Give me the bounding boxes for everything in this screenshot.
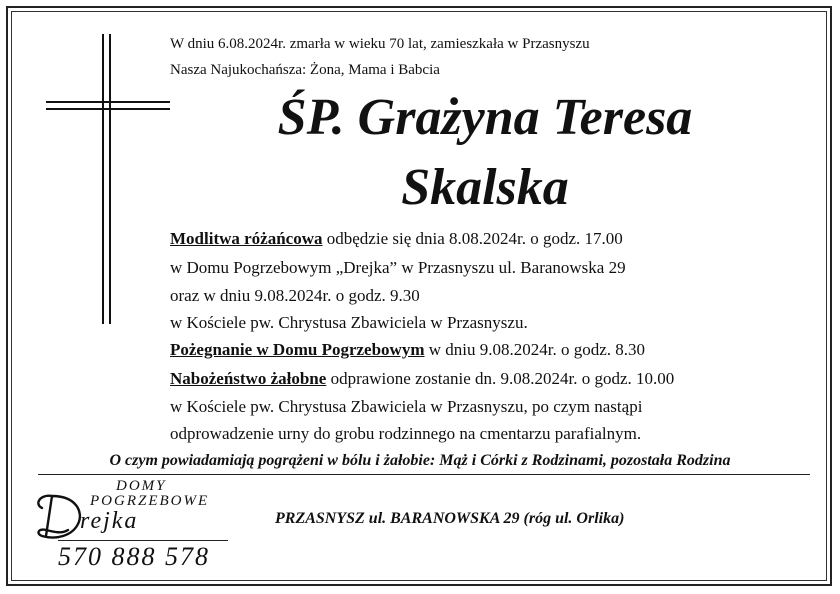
mass-text: odprawione zostanie dn. 9.08.2024r. o godz. 10.00 bbox=[326, 369, 675, 388]
funeral-home-address: PRZASNYSZ ul. BARANOWSKA 29 (róg ul. Orlika) bbox=[275, 510, 625, 527]
rosary-text: odbędzie się dnia 8.08.2024r. o godz. 17.00 bbox=[322, 229, 623, 248]
divider bbox=[38, 474, 810, 475]
ceremony-line-7: w Kościele pw. Chrystusa Zbawiciela w Przasnyszu, po czym nastąpi bbox=[170, 397, 643, 416]
farewell-text: w dniu 9.08.2024r. o godz. 8.30 bbox=[424, 340, 646, 359]
rosary-label: Modlitwa różańcowa bbox=[170, 229, 323, 248]
ceremony-line-3: oraz w dniu 9.08.2024r. o godz. 9.30 bbox=[170, 286, 420, 305]
ceremony-line-8: odprowadzenie urny do grobu rodzinnego na cmentarzu parafialnym. bbox=[170, 424, 642, 443]
intro-death-line: W dniu 6.08.2024r. zmarła w wieku 70 lat, zamieszkała w Przasnyszu bbox=[170, 36, 590, 52]
farewell-label: Pożegnanie w Domu Pogrzebowym bbox=[170, 340, 425, 359]
logo-domy-text: DOMY bbox=[116, 478, 167, 494]
phone-number: 570 888 578 bbox=[58, 542, 210, 571]
ceremony-line-4: w Kościele pw. Chrystusa Zbawiciela w Przasnyszu. bbox=[170, 313, 528, 332]
deceased-name-line1: ŚP. Grażyna Teresa bbox=[277, 89, 693, 146]
mass-line bbox=[170, 369, 674, 389]
logo-underline bbox=[58, 540, 228, 541]
rosary-line bbox=[170, 229, 623, 249]
logo-pogrzebowe-text: POGRZEBOWE bbox=[90, 493, 210, 509]
logo-name-text: rejka bbox=[80, 508, 139, 534]
ceremony-line-2: w Domu Pogrzebowym „Drejka” w Przasnyszu ul. Baranowska 29 bbox=[170, 258, 626, 277]
funeral-home-logo bbox=[28, 478, 238, 578]
farewell-line bbox=[170, 340, 645, 360]
mass-label: Nabożeństwo żałobne bbox=[170, 369, 327, 388]
intro-relation-line: Nasza Najukochańsza: Żona, Mama i Babcia bbox=[170, 62, 440, 78]
closing-line: O czym powiadamiają pogrążeni w bólu i żałobie: Mąż i Córki z Rodzinami, pozostała Rodzina bbox=[109, 452, 731, 469]
deceased-surname: Skalska bbox=[401, 159, 569, 216]
